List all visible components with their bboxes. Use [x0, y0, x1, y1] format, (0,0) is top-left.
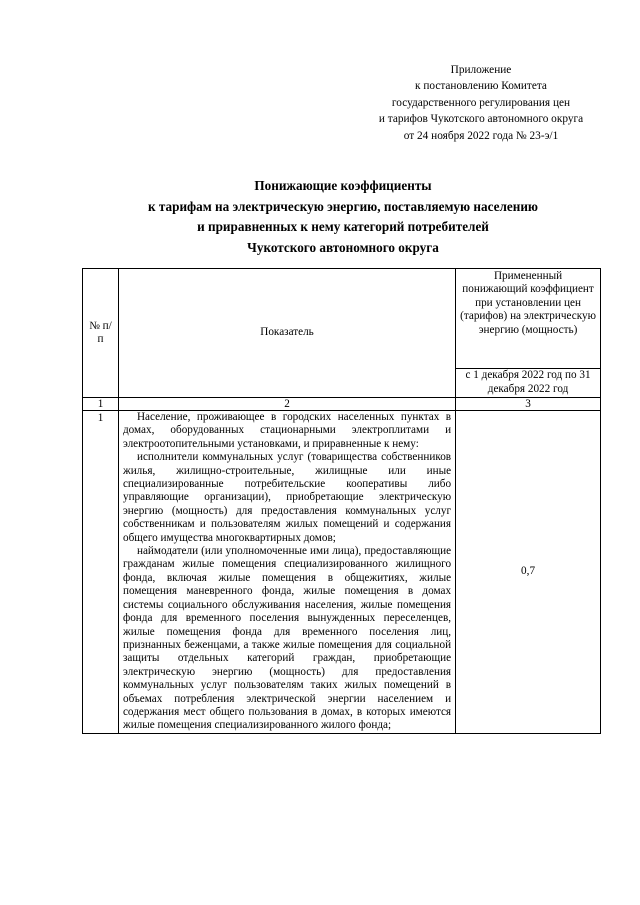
appendix-line: и тарифов Чукотского автономного округа	[378, 113, 584, 126]
indicator-paragraph: исполнители коммунальных услуг (товарищества собственников жилья, жилищно-строительные, жилищные или иные специализированные потребительские кооперативы либо управляющие организации), приобретающие электрическую энергию (мощность) для предоставления коммунальных услуг собственникам и пользователям жилых помещений и содержания общего имущества многоквартирных домов;	[122, 451, 452, 544]
appendix-block	[350, 62, 612, 144]
title-line: к тарифам на электрическую энергию, поставляемую населению	[147, 198, 538, 214]
row-indicator	[118, 411, 455, 734]
column-number: 3	[456, 398, 601, 411]
title-line: Чукотского автономного округа	[247, 239, 439, 255]
coefficient-value: 0,7	[456, 411, 601, 734]
header-period: с 1 декабря 2022 год по 31 декабря 2022 год	[456, 369, 601, 398]
document-title	[62, 176, 624, 258]
table-row	[83, 411, 601, 734]
coefficients-table	[82, 268, 601, 734]
header-coefficient: Примененный понижающий коэффициент при установлении цен (тарифов) на электрическую энергию (мощность)	[456, 269, 601, 369]
header-indicator: Показатель	[118, 269, 455, 398]
header-num: № п/п	[83, 269, 119, 398]
column-number: 2	[118, 398, 455, 411]
appendix-line: к постановлению Комитета	[415, 80, 547, 93]
title-line: и приравненных к нему категорий потребителей	[197, 219, 489, 235]
appendix-line: от 24 ноября 2022 года № 23-э/1	[403, 129, 559, 142]
table-header-row	[83, 269, 601, 369]
column-numbers-row	[83, 398, 601, 411]
row-number: 1	[83, 411, 119, 734]
indicator-paragraph: Население, проживающее в городских населенных пунктах в домах, оборудованных стационарными электроплитами и электроотопительными установками, и приравненные к нему:	[122, 411, 452, 450]
title-line: Понижающие коэффициенты	[254, 178, 432, 193]
appendix-line: государственного регулирования цен	[391, 96, 571, 109]
indicator-paragraph: наймодатели (или уполномоченные ими лица), предоставляющие гражданам жилые помещения специализированного жилищного фонда, включая жилые помещения в общежитиях, жилые помещения маневренного фонда, жилые помещения в домах системы социального обслуживания населения, жилые помещения фонда для временного поселения вынужденных переселенцев, жилые помещения фонда для временного поселения лиц, признанных беженцами, а также жилые помещения для социальной защиты отдельных категорий граждан, приобретающие электрическую энергию (мощность) для предоставления коммунальных услуг пользователям таких жилых помещений в объемах потребления электрической энергии населением и содержания мест общего пользования в домах, в которых имеются жилые помещения специализированного жилого фонда;	[122, 545, 452, 732]
column-number: 1	[83, 398, 119, 411]
appendix-line: Приложение	[450, 64, 512, 76]
